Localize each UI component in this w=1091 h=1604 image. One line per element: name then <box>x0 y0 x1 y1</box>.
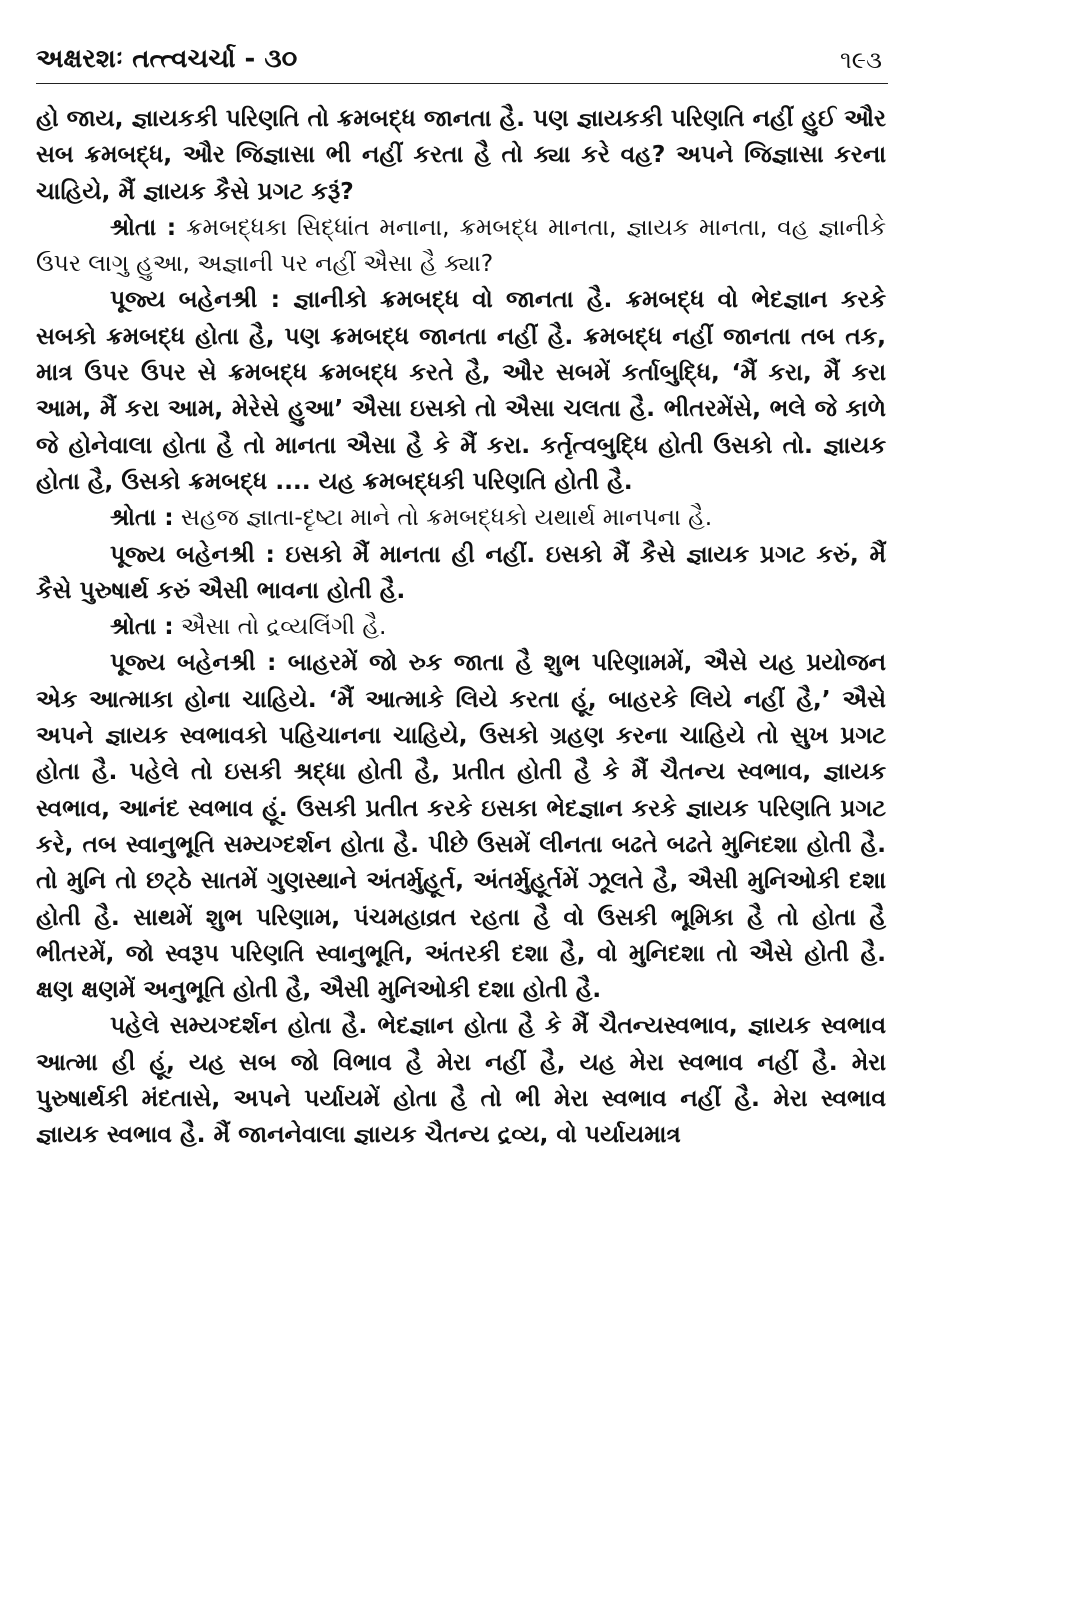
paragraph-text: જ્ઞાનીકો ક્રમબદ્ધ વો જાનતા હૈ. ક્રમબદ્ધ વો ભેદજ્ઞાન કરકે સબકો ક્રમબદ્ધ હોતા હૈ, પણ ક્રમબદ્ધ જાનતા નહીં હૈ. ક્રમબદ્ધ નહીં જાનતા તબ તક, માત્ર ઉપર ઉપર સે ક્રમબદ્ધ ક્રમબદ્ધ કરતે હૈ, ઔર સબમેં કર્તાબુદ્ધિ, ‘મૈં કરા, મૈં કરા આમ, મૈં કરા આમ, મેરેસે હુઆ’ ઐસા ઇસકો તો ઐસા ચલતા હૈ. ભીતરમેંસે, ભલે જે કાળે જે હોનેવાલા હોતા હૈ તો માનતા ઐસા હૈ કે મૈં કરા. કર્તૃત્વબુદ્ધિ હોતી ઉસકો તો. જ્ઞાયક હોતા હૈ, ઉસકો ક્રમબદ્ધ .... યહ ક્રમબદ્ધકી પરિણતિ હોતી હૈ. <box>36 285 886 495</box>
speaker-label: પૂજ્ય બહેનશ્રી : <box>110 648 277 677</box>
paragraph-text: હો જાય, જ્ઞાયકકી પરિણતિ તો ક્રમબદ્ધ જાનતા હૈ. પણ જ્ઞાયકકી પરિણતિ નહીં હુઈ ઔર સબ ક્રમબદ્ધ, ઔર જિજ્ઞાસા ભી નહીં કરતા હૈ તો ક્યા કરે વહ? અપને જિજ્ઞાસા કરના ચાહિયે, મૈં જ્ઞાયક કૈસે પ્રગટ કરૂં? <box>36 104 886 205</box>
paragraph-reply <box>36 644 886 1007</box>
paragraph-reply <box>36 536 886 609</box>
paragraph-text: ઐસા તો દ્રવ્યલિંગી હૈ. <box>180 612 387 641</box>
body-text <box>36 100 886 1153</box>
speaker-label: શ્રોતા : <box>110 612 174 641</box>
speaker-label: પૂજ્ય બહેનશ્રી : <box>110 285 280 314</box>
paragraph-reply <box>36 281 886 499</box>
paragraph-listener <box>36 499 886 535</box>
page-header <box>36 40 888 84</box>
page-number: ૧૯૩ <box>840 46 882 74</box>
paragraph-text: બાહરમેં જો રુક જાતા હૈ શુભ પરિણામમેં, ઐસે યહ પ્રયોજન એક આત્માકા હોના ચાહિયે. ‘મૈં આત્માકે લિયે કરતા હૂં, બાહરકે લિયે નહીં હૈ,’ ઐસે અપને જ્ઞાયક સ્વભાવકો પહિચાનના ચાહિયે, ઉસકો ગ્રહણ કરના ચાહિયે તો સુખ પ્રગટ હોતા હૈ. પહેલે તો ઇસકી શ્રદ્ધા હોતી હૈ, પ્રતીત હોતી હૈ કે મૈં ચૈતન્ય સ્વભાવ, જ્ઞાયક સ્વભાવ, આનંદ સ્વભાવ હૂં. ઉસકી પ્રતીત કરકે ઇસકા ભેદજ્ઞાન કરકે જ્ઞાયક પરિણતિ પ્રગટ કરે, તબ સ્વાનુભૂતિ સમ્યગ્દર્શન હોતા હૈ. પીછે ઉસમેં લીનતા બઢતે બઢતે મુનિદશા હોતી હૈ. તો મુનિ તો છટ્ઠે સાતમેં ગુણસ્થાને અંતર્મુહૂર્ત, અંતર્મુહૂર્તમેં ઝૂલતે હૈ, ઐસી મુનિઓકી દશા હોતી હૈ. સાથમેં શુભ પરિણામ, પંચમહાવ્રત રહતા હૈ વો ઉસકી ભૂમિકા હૈ તો હોતા હૈ ભીતરમેં, જો સ્વરૂપ પરિણતિ સ્વાનુભૂતિ, અંતરકી દશા હૈ, વો મુનિદશા તો ઐસે હોતી હૈ. ક્ષણ ક્ષણમેં અનુભૂતિ હોતી હૈ, ઐસી મુનિઓકી દશા હોતી હૈ. <box>36 648 886 1004</box>
speaker-label: શ્રોતા : <box>110 212 177 241</box>
running-title: અક્ષરશઃ તત્ત્વચર્ચા - ૩૦ <box>36 44 298 74</box>
speaker-label: શ્રોતા : <box>110 503 174 532</box>
paragraph <box>36 100 886 209</box>
paragraph-text: ક્રમબદ્ધકા સિદ્ધાંત મનાના, ક્રમબદ્ધ માનતા, જ્ઞાયક માનતા, વહ જ્ઞાનીકે ઉપર લાગુ હુઆ, અજ્ઞાની પર નહીં ઐસા હૈ ક્યા? <box>36 212 886 278</box>
paragraph-listener <box>36 608 886 644</box>
paragraph-text: સહજ જ્ઞાતા-દૃષ્ટા માને તો ક્રમબદ્ધકો યથાર્થ માનપના હૈ. <box>180 503 713 532</box>
paragraph <box>36 1007 886 1152</box>
paragraph-text: ઇસકો મૈં માનતા હી નહીં. ઇસકો મૈં કૈસે જ્ઞાયક પ્રગટ કરું, મૈં કૈસે પુરુષાર્થ કરું ઐસી ભાવના હોતી હૈ. <box>36 539 886 604</box>
paragraph-text: પહેલે સમ્યગ્દર્શન હોતા હૈ. ભેદજ્ઞાન હોતા હૈ કે મૈં ચૈતન્યસ્વભાવ, જ્ઞાયક સ્વભાવ આત્મા હી હૂં, યહ સબ જો વિભાવ હૈ મેરા નહીં હૈ, યહ મેરા સ્વભાવ નહીં હૈ. મેરા પુરુષાર્થકી મંદતાસે, અપને પર્યાયમેં હોતા હૈ તો ભી મેરા સ્વભાવ નહીં હૈ. મેરા સ્વભાવ જ્ઞાયક સ્વભાવ હૈ. મૈં જાનનેવાલા જ્ઞાયક ચૈતન્ય દ્રવ્ય, વો પર્યાયમાત્ર <box>36 1011 886 1149</box>
speaker-label: પૂજ્ય બહેનશ્રી : <box>110 539 275 568</box>
paragraph-listener <box>36 209 886 282</box>
